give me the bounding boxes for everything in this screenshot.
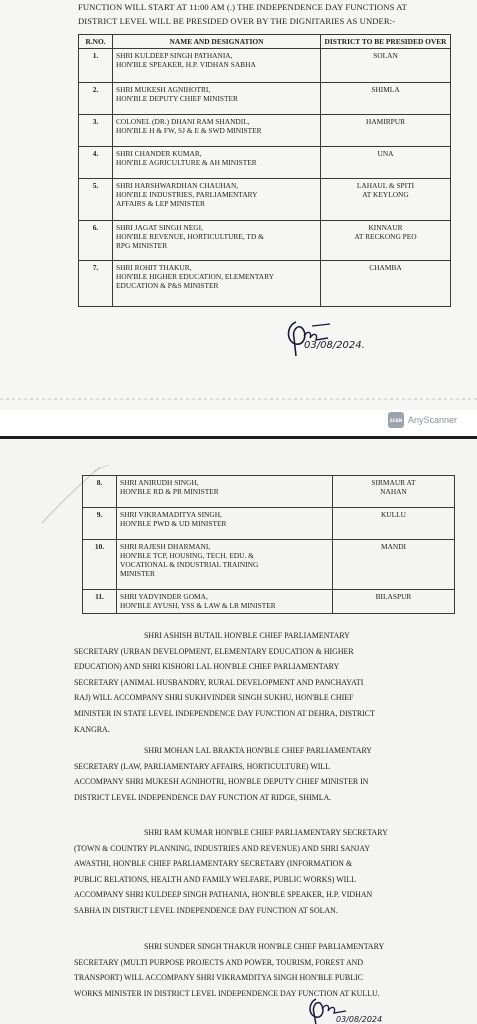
table-row	[83, 590, 455, 614]
name-designation: COLONEL (DR.) DHANI RAM SHANDIL, HON'BLE H & FW, SJ & E & SWD MINISTER	[116, 117, 262, 135]
name-designation: SHRI CHANDER KUMAR, HON'BLE AGRICULTURE & AH MINISTER	[116, 149, 257, 167]
table-row	[83, 540, 455, 590]
district-name: SHIMLA	[371, 85, 400, 94]
row-name	[113, 261, 321, 307]
row-name	[113, 115, 321, 147]
paragraph-line: SECRETARY (LAW, PARLIAMENTARY AFFAIRS, HORTICULTURE) WILL	[74, 761, 331, 771]
paragraph-line: SECRETARY (ANIMAL HUSBANDRY, RURAL DEVELOPMENT AND PANCHAYATI	[74, 677, 364, 687]
paragraph-line: ACCOMPANY SHRI KULDEEP SINGH PATHANIA, HON'BLE SPEAKER, H.P. VIDHAN	[74, 890, 373, 900]
row-number: 5.	[79, 179, 113, 221]
row-name	[117, 476, 333, 508]
name-designation: SHRI ANIRUDH SINGH, HON'BLE RD & PR MINISTER	[120, 478, 219, 496]
district-name: LAHAUL & SPITI AT KEYLONG	[356, 181, 415, 199]
name-designation: SHRI VIKRAMADITYA SINGH, HON'BLE PWD & UD MINISTER	[120, 510, 227, 528]
row-number: 9.	[83, 508, 117, 540]
signature-date: 03/08/2024	[336, 1015, 383, 1024]
row-name	[113, 49, 321, 83]
watermark	[388, 411, 457, 429]
header-line-2: DISTRICT LEVEL WILL BE PRESIDED OVER BY THE DIGNITARIES AS UNDER:-	[78, 16, 396, 26]
table-row	[79, 115, 451, 147]
row-number: 7.	[79, 261, 113, 307]
row-number: 10.	[83, 540, 117, 590]
table-header-row	[79, 35, 451, 49]
name-designation: SHRI RAJESH DHARMANI, HON'BLE TCP, HOUSING, TECH. EDU. & VOCATIONAL & INDUSTRIAL TRAINING MINISTER	[120, 542, 259, 578]
row-name	[113, 221, 321, 261]
district-name: SIRMAUR AT NAHAN	[371, 478, 416, 496]
paragraph-line: SABHA IN DISTRICT LEVEL INDEPENDENCE DAY FUNCTION AT SOLAN.	[74, 905, 338, 915]
district-name: HAMIRPUR	[365, 117, 405, 126]
paragraph-line: SECRETARY (MULTI PURPOSE PROJECTS AND POWER, TOURISM, FOREST AND	[74, 957, 364, 967]
row-number: 11.	[83, 590, 117, 614]
row-district	[321, 147, 451, 179]
row-district	[321, 221, 451, 261]
row-number: 3.	[79, 115, 113, 147]
scan-artifact-line	[0, 398, 477, 400]
paragraph-3	[74, 825, 452, 919]
paragraph-line: EDUCATION) AND SHRI KISHORI LAL HON'BLE CHIEF PARLIAMENTARY	[74, 662, 340, 672]
row-number: 2.	[79, 83, 113, 115]
row-district	[321, 261, 451, 307]
name-designation: SHRI KULDEEP SINGH PATHANIA, HON'BLE SPEAKER, H.P. VIDHAN SABHA	[116, 51, 256, 69]
row-name	[117, 508, 333, 540]
name-designation: SHRI JAGAT SINGH NEGI, HON'BLE REVENUE, HORTICULTURE, TD & RPG MINISTER	[116, 223, 264, 250]
district-name: BILASPUR	[375, 592, 412, 601]
row-district	[333, 590, 455, 614]
paragraph-line: SHRI SUNDER SINGH THAKUR HON'BLE CHIEF PARLIAMENTARY	[144, 942, 385, 951]
row-name	[113, 147, 321, 179]
row-district	[333, 476, 455, 508]
row-number: 8.	[83, 476, 117, 508]
paragraph-line: AWASTHI, HON'BLE CHIEF PARLIAMENTARY SECRETARY (INFORMATION &	[74, 859, 353, 869]
name-designation: SHRI YADVINDER GOMA, HON'BLE AYUSH, YSS & LAW & LR MINISTER	[120, 592, 276, 610]
row-number: 1.	[79, 49, 113, 83]
paragraph-line: SHRI MOHAN LAL BRAKTA HON'BLE CHIEF PARLIAMENTARY	[144, 746, 372, 755]
row-district	[321, 179, 451, 221]
row-name	[113, 83, 321, 115]
paragraph-line: KANGRA.	[74, 724, 110, 734]
table-row	[79, 221, 451, 261]
row-name	[113, 179, 321, 221]
signature-date: 03/08/2024.	[304, 340, 365, 351]
paragraph-line: SHRI ASHISH BUTAIL HON'BLE CHIEF PARLIAMENTARY	[144, 631, 350, 640]
row-name	[117, 590, 333, 614]
scanner-app-icon: SCAN	[388, 412, 404, 428]
row-district	[321, 115, 451, 147]
header-line-1: FUNCTION WILL START AT 11:00 AM (.) THE INDEPENDENCE DAY FUNCTIONS AT	[78, 2, 407, 12]
district-name: MANDI	[380, 542, 407, 551]
name-designation: SHRI ROHIT THAKUR, HON'BLE HIGHER EDUCATION, ELEMENTARY EDUCATION & P&S MINISTER	[116, 263, 274, 290]
column-header-name: NAME AND DESIGNATION	[113, 35, 321, 49]
column-header-district: DISTRICT TO BE PRESIDED OVER	[321, 35, 451, 49]
row-district	[333, 540, 455, 590]
row-district	[333, 508, 455, 540]
row-number: 6.	[79, 221, 113, 261]
watermark-text: AnyScanner	[408, 415, 458, 425]
name-designation: SHRI MUKESH AGNIHOTRI, HON'BLE DEPUTY CHIEF MINISTER	[116, 85, 238, 103]
paragraph-1	[74, 628, 452, 737]
signature-mark	[282, 316, 372, 360]
table-row	[79, 261, 451, 307]
district-name: CHAMBA	[369, 263, 402, 272]
district-name: UNA	[377, 149, 394, 158]
paragraph-line: TRANSPORT) WILL ACCOMPANY SHRI VIKRAMDITYA SINGH HON'BLE PUBLIC	[74, 973, 363, 983]
name-designation: SHRI HARSHWARDHAN CHAUHAN, HON'BLE INDUSTRIES, PARLIAMENTARY AFFAIRS & LEP MINISTER	[116, 181, 258, 208]
table-row	[79, 147, 451, 179]
table-row	[83, 476, 455, 508]
paragraph-line: SHRI RAM KUMAR HON'BLE CHIEF PARLIAMENTARY SECRETARY	[144, 828, 388, 837]
paragraph-line: MINISTER IN STATE LEVEL INDEPENDENCE DAY FUNCTION AT DEHRA, DISTRICT	[74, 708, 375, 718]
table-row	[79, 49, 451, 83]
scan-page-2	[0, 439, 477, 1024]
paragraph-2	[74, 743, 452, 805]
table-row	[83, 508, 455, 540]
paragraph-line: PUBLIC RELATIONS, HEALTH AND FAMILY WELFARE, PUBLIC WORKS) WILL	[74, 874, 356, 884]
column-header-rno: R.NO.	[79, 35, 113, 49]
table-row	[79, 179, 451, 221]
paragraph-line: ACCOMPANY SHRI MUKESH AGNIHOTRI, HON'BLE DEPUTY CHIEF MINISTER IN	[74, 777, 369, 787]
table-row	[79, 83, 451, 115]
row-district	[321, 83, 451, 115]
paragraph-line: WORKS MINISTER IN DISTRICT LEVEL INDEPENDENCE DAY FUNCTION AT KULLU.	[74, 988, 380, 998]
district-name: SOLAN	[373, 51, 398, 60]
scan-page-1	[0, 0, 477, 410]
district-name: KULLU	[380, 510, 407, 519]
row-number: 4.	[79, 147, 113, 179]
dignitaries-table-page1	[78, 34, 451, 307]
row-name	[117, 540, 333, 590]
row-district	[321, 49, 451, 83]
paragraph-line: DISTRICT LEVEL INDEPENDENCE DAY FUNCTION AT RIDGE, SHIMLA.	[74, 792, 332, 802]
district-name: KINNAUR AT RECKONG PEO	[354, 223, 417, 241]
paragraph-line: RAJ) WILL ACCOMPANY SHRI SUKHVINDER SINGH SUKHU, HON'BLE CHIEF	[74, 693, 354, 703]
paragraph-4	[74, 939, 452, 1001]
dignitaries-table-page2	[82, 475, 455, 614]
paragraph-line: (TOWN & COUNTRY PLANNING, INDUSTRIES AND REVENUE) AND SHRI SANJAY	[74, 843, 371, 853]
paragraph-line: SECRETARY (URBAN DEVELOPMENT, ELEMENTARY EDUCATION & HIGHER	[74, 646, 354, 656]
